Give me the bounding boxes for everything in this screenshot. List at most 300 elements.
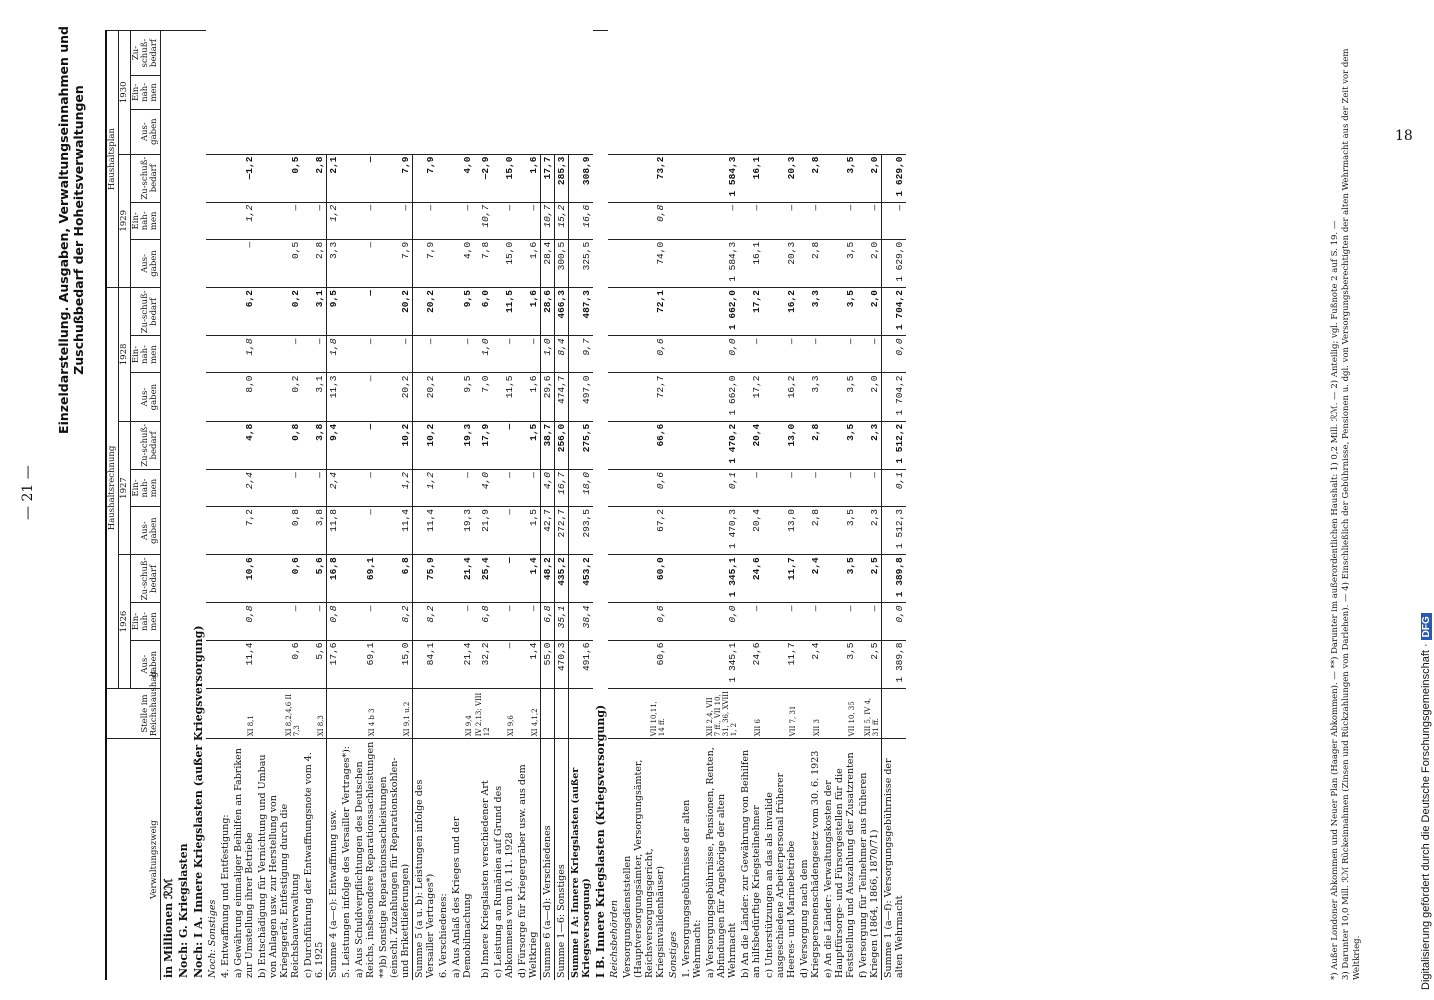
row-value: 325,5 [569, 239, 594, 287]
row-value: 2,3 [857, 507, 882, 555]
row-ref: VII 10, 35 [822, 688, 857, 738]
row-value: 10,7 [541, 202, 555, 239]
row-value: 6,8 [541, 603, 555, 640]
row-value: 20,2 [413, 288, 438, 336]
row-value: 38,4 [569, 603, 594, 640]
unit-label [161, 31, 177, 981]
row-value [680, 202, 704, 239]
row-label: 5. Leistungen infolge des Versailler Vertrages*): [340, 739, 353, 980]
row-value: — [302, 603, 327, 640]
row-value: — [302, 469, 327, 506]
row-value [340, 373, 353, 421]
row-label: Summe 1 (a—f): Versorgungsgebührnisse der alten Wehrmacht [882, 739, 907, 980]
row-value: 9,5 [450, 373, 474, 421]
row-value: 10,2 [377, 421, 413, 469]
row-value: — [450, 202, 474, 239]
row-value: 285,3 [555, 154, 569, 202]
row-value [219, 336, 232, 373]
row-value: 453,2 [569, 555, 594, 603]
table-row [516, 31, 541, 981]
row-label: d) Fürsorge für Kriegergräber usw. aus dem Weltkrieg [516, 739, 541, 980]
row-value: 1 662,0 [704, 288, 739, 336]
row-value [340, 202, 353, 239]
row-value: 2,4 [798, 640, 822, 688]
row-value [608, 288, 621, 336]
row-ref [608, 688, 621, 738]
year-header-1928: 1928 [119, 288, 131, 422]
row-value: 5,6 [302, 555, 327, 603]
row-value: 0,8 [256, 421, 302, 469]
row-value: 308,9 [569, 154, 594, 202]
row-label: e) An die Länder: Verwaltungskosten der Hauptfürsorge- und Fürsorgestellen für die Feststellung und Auszahlung der Zusatzrenten [822, 739, 857, 980]
col-ref-header: Stelle im Reichshaushalt [106, 688, 161, 738]
row-value: — [353, 469, 377, 506]
row-value: 19,3 [450, 421, 474, 469]
row-value [437, 603, 450, 640]
row-value: 1 704,2 [882, 373, 907, 421]
row-value: 16,2 [763, 288, 798, 336]
section-title [176, 31, 191, 981]
row-value [219, 640, 232, 688]
row-value: 6,8 [377, 555, 413, 603]
row-value [340, 640, 353, 688]
subheader-1928-0: Aus-gaben [131, 373, 161, 421]
row-value: — [353, 288, 377, 336]
row-value: 9,4 [327, 421, 341, 469]
row-value: — [492, 469, 516, 506]
section-b-title [593, 31, 608, 981]
subheader-1928-2: Zu-schuß-bedarf [131, 288, 161, 336]
table-row [353, 31, 377, 981]
row-value [667, 239, 680, 287]
row-label: a) Versorgungsgebührnisse, Pensionen, Renten, Abfindungen für Angehörige der alten Wehrmacht [704, 739, 739, 980]
row-ref: XI 4 b 3 [353, 688, 377, 738]
row-value: 48,2 [541, 555, 555, 603]
table-row [413, 31, 438, 981]
table-row [450, 31, 474, 981]
row-value [680, 154, 704, 202]
row-value: — [256, 603, 302, 640]
row-value: 10,7 [474, 202, 492, 239]
row-value: 1,5 [516, 507, 541, 555]
row-value [667, 202, 680, 239]
budget-table [105, 30, 906, 980]
table-row [763, 31, 798, 981]
table-row [232, 31, 256, 981]
row-value: 6,0 [474, 288, 492, 336]
row-ref [340, 688, 353, 738]
row-value: 69,1 [353, 555, 377, 603]
row-value: — [353, 421, 377, 469]
footnote-2: 3) Darunter 10,0 Mill. ℛℳ Rückeinnahmen (Zinsen und Rückzahlungen von Darlehen). — 4) Einschließlich der Gebührnisse, Pensionen u. dgl. von Versorgungsberechtigten der alten Wehrmacht aus der Zeit vor dem Weltkrieg. [1341, 48, 1362, 980]
row-value: 16,6 [569, 202, 594, 239]
row-value: 3,5 [822, 154, 857, 202]
table-row [857, 31, 882, 981]
row-value: 4,8 [232, 421, 256, 469]
row-value: 60,6 [621, 640, 667, 688]
row-ref [555, 688, 569, 738]
row-value: — [763, 202, 798, 239]
row-value: 16,8 [327, 555, 341, 603]
row-value [437, 288, 450, 336]
year-header-1926: 1926 [119, 555, 131, 689]
page-number-left: — 21 — [20, 465, 36, 520]
row-value [340, 154, 353, 202]
row-value: 11,7 [763, 555, 798, 603]
row-value: 487,3 [569, 288, 594, 336]
row-value: 15,0 [377, 640, 413, 688]
row-value: 6,8 [474, 603, 492, 640]
row-ref [437, 688, 450, 738]
row-ref: XII 3 [798, 688, 822, 738]
row-value [608, 202, 621, 239]
row-value: 2,8 [798, 154, 822, 202]
table-row [377, 31, 413, 981]
row-value: — [798, 202, 822, 239]
row-ref: XI 8,1 [232, 688, 256, 738]
row-value [206, 336, 219, 373]
row-value: — [450, 336, 474, 373]
row-value [680, 469, 704, 506]
group-ist-header: Haushaltsrechnung [106, 288, 119, 689]
row-value: 8,0 [232, 373, 256, 421]
row-value: 17,9 [474, 421, 492, 469]
row-value: 0,6 [256, 555, 302, 603]
row-value: 272,7 [555, 507, 569, 555]
row-ref: XII 6 [739, 688, 763, 738]
row-value: — [739, 469, 763, 506]
row-value: —2,9 [474, 154, 492, 202]
row-value: 4,0 [450, 154, 474, 202]
row-value [437, 640, 450, 688]
row-value: 13,0 [763, 507, 798, 555]
row-value: — [492, 603, 516, 640]
row-value [608, 421, 621, 469]
row-value: — [798, 603, 822, 640]
row-value: 66,6 [621, 421, 667, 469]
row-value: 435,2 [555, 555, 569, 603]
row-ref [569, 688, 594, 738]
dfg-text: Digitalisierung gefördert durch die Deutsche Forschungsgemeinschaft · [1420, 643, 1432, 990]
row-label: b) Entschädigung für Vernichtung und Umbau von Anlagen usw. zur Herstellung von Kriegsgerät, Entfestigung durch die Reichsbauverwaltung [256, 739, 302, 980]
row-label: Summe 4 (a—c): Entwaffnung usw. [327, 739, 341, 980]
row-value: 497,0 [569, 373, 594, 421]
row-value: 21,9 [474, 507, 492, 555]
row-value [667, 640, 680, 688]
footnotes [1330, 30, 1363, 980]
row-value: 1,2 [377, 469, 413, 506]
row-label: Noch: Sonstiges [206, 739, 219, 980]
row-value: 1,0 [474, 336, 492, 373]
row-value: 17,2 [739, 373, 763, 421]
row-value [206, 239, 219, 287]
row-value [608, 239, 621, 287]
row-value [667, 469, 680, 506]
row-value [219, 239, 232, 287]
row-ref: VII 10,11, 14 ff. [621, 688, 667, 738]
row-ref [327, 688, 341, 738]
row-value: 20,3 [763, 154, 798, 202]
row-value: 2,5 [857, 640, 882, 688]
row-value: 3,5 [822, 640, 857, 688]
row-value: 3,8 [302, 421, 327, 469]
row-value [206, 154, 219, 202]
row-value: 0,8 [327, 603, 341, 640]
row-value: 11,5 [492, 288, 516, 336]
row-value [206, 421, 219, 469]
row-value: 1 470,3 [704, 507, 739, 555]
row-value [437, 239, 450, 287]
row-value: — [798, 336, 822, 373]
row-value: — [413, 336, 438, 373]
row-value: 9,7 [569, 336, 594, 373]
row-value: 4,0 [541, 469, 555, 506]
row-value [219, 202, 232, 239]
row-value: 3,5 [822, 507, 857, 555]
table-row [302, 31, 327, 981]
row-value [437, 373, 450, 421]
row-value: 8,4 [555, 336, 569, 373]
section-title-title: Noch: G. Kriegslasten [176, 31, 191, 981]
table-row [621, 31, 667, 981]
row-label: a) Aus Anlaß des Krieges und der Demobilmachung [450, 739, 474, 980]
row-value: — [822, 336, 857, 373]
row-value [340, 336, 353, 373]
row-value: 11,8 [327, 507, 341, 555]
row-value: 1 389,8 [882, 640, 907, 688]
table-row [667, 31, 680, 981]
row-value: 42,7 [541, 507, 555, 555]
row-value: — [516, 202, 541, 239]
row-value: — [492, 640, 516, 688]
row-value: 13,0 [763, 421, 798, 469]
subheader-1930-2: Zu-schuß-bedarf [131, 31, 161, 76]
row-value: 11,4 [377, 507, 413, 555]
row-value: 20,4 [739, 507, 763, 555]
row-label: Summe 1—6: Sonstiges [555, 739, 569, 980]
row-ref [413, 688, 438, 738]
row-value: 0,2 [256, 288, 302, 336]
row-value: 470,3 [555, 640, 569, 688]
row-value [680, 288, 704, 336]
row-value: 0,0 [882, 336, 907, 373]
row-value: — [353, 336, 377, 373]
row-value: — [857, 202, 882, 239]
row-value: 7,9 [377, 154, 413, 202]
row-label: 1. Versorgungsgebührnisse der alten Wehrmacht: [680, 739, 704, 980]
col-branch-header: Verwaltungszweig [106, 739, 161, 980]
row-value: 1 662,0 [704, 373, 739, 421]
table-row [739, 31, 763, 981]
subheader-1927-2: Zu-schuß-bedarf [131, 421, 161, 469]
row-value: 1 389,8 [882, 555, 907, 603]
page-number-right: 18 [1395, 128, 1413, 144]
table-row [822, 31, 857, 981]
row-value [437, 154, 450, 202]
row-value [667, 421, 680, 469]
row-value: — [377, 202, 413, 239]
row-value: 16,2 [763, 373, 798, 421]
row-value: 3,5 [822, 555, 857, 603]
row-value: 75,9 [413, 555, 438, 603]
subheader-1929-0: Aus-gaben [131, 239, 161, 287]
row-value: — [822, 603, 857, 640]
row-value: 1 584,3 [704, 239, 739, 287]
row-ref: VII 7, 31 [763, 688, 798, 738]
row-ref: XI 9,6 [492, 688, 516, 738]
row-value: 74,0 [621, 239, 667, 287]
row-value: 0,8 [232, 603, 256, 640]
row-value: 2,8 [302, 154, 327, 202]
row-value: 2,5 [857, 555, 882, 603]
table-row [680, 31, 704, 981]
row-value: 3,5 [822, 239, 857, 287]
row-label: Reichsbehörden [608, 739, 621, 980]
row-value: 2,0 [857, 154, 882, 202]
row-value [680, 555, 704, 603]
row-value: 8,2 [377, 603, 413, 640]
row-value: 24,6 [739, 555, 763, 603]
row-value: — [857, 469, 882, 506]
row-value: 1,4 [516, 640, 541, 688]
row-value: — [353, 603, 377, 640]
row-value: 2,0 [857, 288, 882, 336]
row-value: 1 629,0 [882, 154, 907, 202]
row-value: 4,0 [450, 239, 474, 287]
row-value: — [822, 469, 857, 506]
row-value [680, 421, 704, 469]
row-value [340, 288, 353, 336]
row-value: 2,4 [798, 555, 822, 603]
row-value: 1 345,1 [704, 640, 739, 688]
row-value [608, 640, 621, 688]
row-value: — [302, 202, 327, 239]
row-value [680, 507, 704, 555]
row-value [340, 603, 353, 640]
row-value: 0,1 [882, 469, 907, 506]
row-ref [667, 688, 680, 738]
row-label: b) Innere Kriegslasten verschiedener Art [474, 739, 492, 980]
row-value [608, 507, 621, 555]
row-value: 2,0 [857, 373, 882, 421]
row-ref [206, 688, 219, 738]
row-value [680, 336, 704, 373]
row-value: 4,0 [474, 469, 492, 506]
row-value: 2,4 [232, 469, 256, 506]
row-value: — [492, 336, 516, 373]
row-value: 0,6 [621, 469, 667, 506]
row-value: — [763, 603, 798, 640]
row-value [219, 469, 232, 506]
row-value [219, 507, 232, 555]
row-value [680, 640, 704, 688]
row-value: 0,2 [256, 373, 302, 421]
row-value: 24,6 [739, 640, 763, 688]
row-value: 1 704,2 [882, 288, 907, 336]
table-row [340, 31, 353, 981]
row-value: 1 470,2 [704, 421, 739, 469]
table-row [474, 31, 492, 981]
row-value: 466,3 [555, 288, 569, 336]
row-value: 0,6 [621, 603, 667, 640]
row-value: — [377, 336, 413, 373]
row-value: — [882, 202, 907, 239]
row-value [680, 239, 704, 287]
row-value: 2,8 [798, 507, 822, 555]
row-value: 8,2 [413, 603, 438, 640]
row-value [680, 603, 704, 640]
row-value: — [739, 603, 763, 640]
row-value: — [353, 373, 377, 421]
row-value [667, 288, 680, 336]
row-ref: XI 4,1,2 [516, 688, 541, 738]
row-value: 0,8 [621, 202, 667, 239]
row-value: — [302, 336, 327, 373]
row-value: — [798, 469, 822, 506]
row-value: 1,8 [327, 336, 341, 373]
row-value [206, 603, 219, 640]
row-value: 3,5 [822, 373, 857, 421]
row-value: 35,1 [555, 603, 569, 640]
row-value [667, 373, 680, 421]
row-value: 16,1 [739, 154, 763, 202]
row-value: 15,0 [492, 154, 516, 202]
row-value: — [516, 469, 541, 506]
row-label: c) Leistung an Rumänien auf Grund des Abkommens vom 10. 11. 1928 [492, 739, 516, 980]
row-value: 0,6 [621, 336, 667, 373]
row-value: 72,1 [621, 288, 667, 336]
row-value [437, 555, 450, 603]
row-value: — [256, 469, 302, 506]
year-header-1927: 1927 [119, 421, 131, 555]
row-value [206, 373, 219, 421]
row-value: 275,5 [569, 421, 594, 469]
row-value: 7,0 [474, 373, 492, 421]
table-row [608, 31, 621, 981]
row-value: 1 512,2 [882, 421, 907, 469]
subheader-1928-1: Ein-nah-men [131, 336, 161, 373]
row-value [206, 555, 219, 603]
row-value: 1,6 [516, 239, 541, 287]
row-value: 28,4 [541, 239, 555, 287]
row-value: 25,4 [474, 555, 492, 603]
unit-label-title: in Millionen ℛℳ [161, 31, 177, 981]
row-value [206, 202, 219, 239]
row-value [206, 507, 219, 555]
row-value: 491,6 [569, 640, 594, 688]
row-value [340, 239, 353, 287]
table-row [219, 31, 232, 981]
row-value: 0,5 [256, 154, 302, 202]
row-value: —1,2 [232, 154, 256, 202]
row-value: 11,3 [327, 373, 341, 421]
row-value: 256,0 [555, 421, 569, 469]
row-value [219, 603, 232, 640]
row-value: — [516, 603, 541, 640]
table-row [882, 31, 907, 981]
row-value: 3,5 [822, 288, 857, 336]
section-a-title-title: Noch: I A. Innere Kriegslasten (außer Kriegsversorgung) [191, 31, 206, 981]
row-label: Versorgungsdienststellen (Hauptversorgungsämter, Versorgungsämter, Reichsversorgungsgericht, Kriegsinvalidenhäuser) [621, 739, 667, 980]
row-value: — [492, 421, 516, 469]
row-value: 10,6 [232, 555, 256, 603]
row-value: 29,6 [541, 373, 555, 421]
row-value: 20,3 [763, 239, 798, 287]
row-value [608, 336, 621, 373]
row-value: 20,2 [413, 373, 438, 421]
section-b-title-title: I B. Innere Kriegslasten (Kriegsversorgung) [593, 31, 608, 981]
row-value: 0,0 [704, 336, 739, 373]
